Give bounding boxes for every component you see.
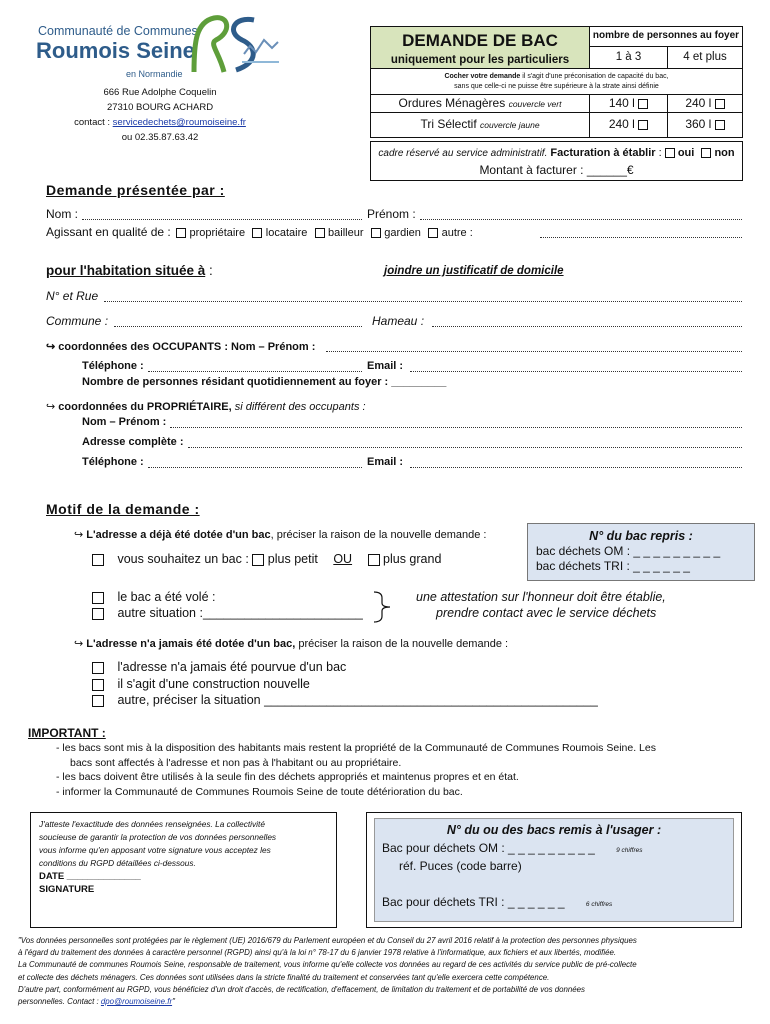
rue-label: N° et Rue [46,289,99,303]
prop-adresse-label: Adresse complète : [82,436,184,448]
commune-field[interactable] [114,326,362,327]
form-title: DEMANDE DE BAC [402,31,558,50]
om-240-checkbox[interactable] [715,99,725,109]
rgpd-l2: à l'égard du traitement des données à caractère personnel (RGPD) ainsi qu'à la loi n° 78-17 du 6 janvier 1978 relative à l'informatique, aux fichiers et aux libertés, modifiée. [18,948,617,958]
rgpd-l6-pre: personnelles. Contact : [18,997,101,1007]
nom-label: Nom : [46,207,79,221]
agissant-label: Agissant en qualité de : [46,225,171,239]
billing-non-checkbox[interactable] [701,148,711,158]
habitation-heading: pour l'habitation située à [46,263,206,278]
nom-field[interactable] [82,219,362,220]
form-subtitle: uniquement pour les particuliers [390,54,570,66]
autre-label: autre : [441,227,473,239]
address-city: 27310 BOURG ACHARD [106,102,214,113]
tri-label: Tri Sélectif [420,117,477,131]
case2-row [74,637,508,650]
occupants-email-label: Email : [367,360,404,372]
logo-rs-emblem [184,12,284,76]
logo-line3: en Normandie [126,69,183,79]
occupants-row [46,340,315,353]
important-l1b: bacs sont affectés à l'adresse et non pas à l'habitant ou au propriétaire. [70,756,402,769]
admin-amount: Montant à facturer : ______€ [479,163,634,177]
logo [34,12,284,80]
autre-situation-label[interactable]: autre situation :_______________________ [117,606,363,620]
autre2-row [92,693,598,707]
address-contact [30,115,290,130]
row-tri-v2[interactable] [668,113,742,137]
autre-checkbox[interactable] [428,228,438,238]
important-l3: - informer la Communauté de Communes Roumois Seine de toute détérioration du bac. [56,785,463,798]
ou-label: OU [333,552,353,566]
plus-petit-label: plus petit [267,552,318,566]
prop-nom-field[interactable] [170,427,742,428]
rgpd-text [18,935,753,1008]
admin-billing: Facturation à établir [550,147,656,159]
admin-box [370,141,743,181]
autre2-label[interactable]: autre, préciser la situation ________________________________________________ [117,693,598,707]
occupants-label: coordonnées des OCCUPANTS : Nom – Prénom : [58,341,316,353]
locataire-checkbox[interactable] [252,228,262,238]
proprietaire-row [46,400,366,413]
construction-label: il s'agit d'une construction nouvelle [117,677,310,691]
attestation-line2: prendre contact avec le service déchets [436,606,657,620]
important-l2: - les bacs doivent être utilisés à la seule fin des déchets appropriés et maintenus propres et en état. [56,771,519,783]
prop-email-label: Email : [367,456,404,468]
nb-personnes: Nombre de personnes résidant quotidiennement au foyer : _________ [82,376,447,388]
col-header: nombre de personnes au foyer [590,27,742,47]
case1-row [74,528,487,541]
occupants-tel-label: Téléphone : [82,360,144,372]
attest-l4: conditions du RGPD détaillées ci-dessous. [39,858,196,868]
instruction [371,69,742,95]
om-140-checkbox[interactable] [638,99,648,109]
address-street: 666 Rue Adolphe Coquelin [103,87,217,98]
dpo-email-link[interactable]: dpo@roumoiseine.fr [100,997,173,1007]
admin-colon: : [658,147,662,159]
occupants-tel-field[interactable] [148,371,362,372]
occupants-email-field[interactable] [410,371,742,372]
remis-puces[interactable]: réf. Puces (code barre) [399,859,522,873]
prop-email-field[interactable] [410,467,742,468]
arrow-icon-3: ↪ [74,529,84,541]
autre-situation-row [92,606,363,620]
rue-field[interactable] [104,301,742,302]
plus-petit-checkbox[interactable] [252,554,264,566]
attest-l2: soucieuse de garantir la protection de vos données personnelles [39,832,277,842]
om-240-label: 240 l [685,96,712,110]
bailleur-label: bailleur [328,227,364,239]
gardien-label: gardien [384,227,421,239]
proprietaire-note: si différent des occupants : [231,401,366,413]
autre-field[interactable] [540,237,742,238]
attest-l1: J'atteste l'exactitude des données renseignées. La collectivité [39,819,265,829]
remis-title: N° du ou des bacs remis à l'usager : [446,823,662,837]
attest-l3: vous informe qu'en apposant votre signature vous acceptez les [39,845,271,855]
attest-date[interactable]: DATE ______________ [39,871,141,882]
instruction-rest: il s'agit d'une préconisation de capacité du bac, [520,73,669,80]
tri-240-label: 240 l [608,117,635,131]
habitation-heading-row [46,263,213,278]
vole-row [92,590,215,604]
tri-note: couvercle jaune [480,120,540,130]
remis-om[interactable]: Bac pour déchets OM : _ _ _ _ _ _ _ _ _ [382,841,595,855]
bac-remis-outer [366,812,742,928]
bac-repris-box [527,523,755,581]
bailleur-checkbox[interactable] [315,228,325,238]
billing-oui-checkbox[interactable] [665,148,675,158]
construction-row [92,677,310,691]
header-table [370,26,743,138]
gardien-checkbox[interactable] [371,228,381,238]
case1-rest: , préciser la raison de la nouvelle demande : [270,529,487,541]
plus-grand-label: plus grand [383,552,442,566]
address-block [30,85,290,145]
autre-situation-checkbox[interactable] [92,608,104,620]
rgpd-l6-post: " [172,997,175,1007]
proprietaire-checkbox[interactable] [176,228,186,238]
prop-nom-label: Nom – Prénom : [82,416,167,428]
rgpd-l6 [18,996,753,1008]
rgpd-l4: et collecte des déchets ménagers. Ces données sont utilisées dans la stricte finalité du traitement et conservées tant qu'elle exercera cette compétence. [18,972,550,982]
contact-label: contact : [74,117,113,128]
tri-240-checkbox[interactable] [638,120,648,130]
motif-heading: Motif de la demande : [46,501,200,517]
om-140-label: 140 l [608,96,635,110]
prop-tel-field[interactable] [148,467,362,468]
case2-bold: L'adresse n'a jamais été dotée d'un bac, [86,638,296,650]
billing-oui-label: oui [677,147,695,159]
repris-om[interactable]: bac déchets OM : _ _ _ _ _ _ _ _ _ [536,544,721,558]
row-tri-v1[interactable] [590,113,668,137]
jamais-row [92,660,346,674]
arrow-icon-2: ↪ [46,401,56,413]
row-om-label [371,95,590,113]
contact-email-link[interactable]: servicedechets@roumoiseine.fr [112,117,246,128]
arrow-icon-4: ↪ [74,638,84,650]
agissant-row [46,225,473,239]
occupants-field[interactable] [326,351,742,352]
vole-label: le bac a été volé : [117,590,216,604]
locataire-label: locataire [265,227,308,239]
hameau-label: Hameau : [372,314,425,328]
admin-reserved: cadre réservé au service administratif. [378,148,548,159]
autre2-checkbox[interactable] [92,695,104,707]
logo-line2: Roumois Seine [36,38,195,63]
demande-heading: Demande présentée par : [46,182,225,198]
row-om-v1[interactable] [590,95,668,113]
attestation-line1: une attestation sur l'honneur doit être établie, [416,590,666,604]
vole-checkbox[interactable] [92,592,104,604]
om-label: Ordures Ménagères [398,96,506,110]
important-text [56,741,656,799]
remis-om-note: 9 chiffres [616,847,643,854]
hameau-field[interactable] [432,326,742,327]
commune-label: Commune : [46,314,109,328]
important-heading: IMPORTANT : [28,726,106,740]
attest-box [30,812,337,928]
prop-adresse-field[interactable] [188,447,742,448]
col2-header: 4 et plus [668,47,742,69]
brace-icon [372,590,394,624]
tri-360-checkbox[interactable] [715,120,725,130]
repris-title: N° du bac repris : [589,529,693,543]
row-tri-label [371,113,590,137]
remis-tri[interactable]: Bac pour déchets TRI : _ _ _ _ _ _ [382,895,565,909]
souhaitez-row [92,552,441,566]
prenom-label: Prénom : [367,207,416,221]
attest-signature: SIGNATURE [39,884,95,895]
souhaitez-checkbox[interactable] [92,554,104,566]
proprietaire-heading: coordonnées du PROPRIÉTAIRE, [58,401,232,413]
prenom-field[interactable] [420,219,742,220]
remis-om-row [382,841,733,855]
arrow-icon: ↪ [46,341,56,353]
address-phone: ou 02.35.87.63.42 [121,132,199,143]
proprietaire-label: propriétaire [189,227,246,239]
tri-360-label: 360 l [685,117,712,131]
jamais-label: l'adresse n'a jamais été pourvue d'un bac [117,660,347,674]
title-cell [371,27,590,69]
rgpd-l5: D'autre part, conformément au RGPD, vous bénéficiez d'un droit d'accès, de rectification, d'effacement, de limitation du traitement et de portabilité de vos données [18,984,586,994]
remis-tri-row [382,895,733,909]
instruction-line2: sans que celle-ci ne puisse être supérieure à la strate ainsi définie [454,83,659,90]
rgpd-l1: "Vos données personnelles sont protégées par le règlement (UE) 2016/679 du Parlement européen et du Conseil du 27 avril 2016 relatif à la protection des personnes physiques [18,936,637,945]
logo-line1: Communauté de Communes [38,24,198,38]
repris-tri[interactable]: bac déchets TRI : _ _ _ _ _ _ [536,559,690,573]
prop-tel-label: Téléphone : [82,456,144,468]
souhaitez-label: vous souhaitez un bac : [117,552,249,566]
jamais-checkbox[interactable] [92,662,104,674]
row-om-v2[interactable] [668,95,742,113]
plus-grand-checkbox[interactable] [368,554,380,566]
col1-header: 1 à 3 [590,47,668,69]
construction-checkbox[interactable] [92,679,104,691]
billing-non-label: non [714,147,735,159]
case2-rest: préciser la raison de la nouvelle demande : [295,638,509,650]
case1-bold: L'adresse a déjà été dotée d'un bac [86,529,271,541]
important-l1: - les bacs sont mis à la disposition des habitants mais restent la propriété de la Communauté de Communes Roumois Seine. Les [56,742,656,754]
habitation-colon: : [209,263,213,278]
om-note: couvercle vert [508,99,562,109]
bac-remis-box [374,818,734,922]
remis-tri-note: 6 chiffres [585,901,613,908]
instruction-bold: Cocher votre demande [444,73,521,80]
rgpd-l3: La Communauté de communes Roumois Seine, responsable de traitement, vous informe qu'elle collecte vos données au regard de ces activités du service public de pré-collecte [18,960,637,970]
justificatif-note: joindre un justificatif de domicile [384,265,564,277]
